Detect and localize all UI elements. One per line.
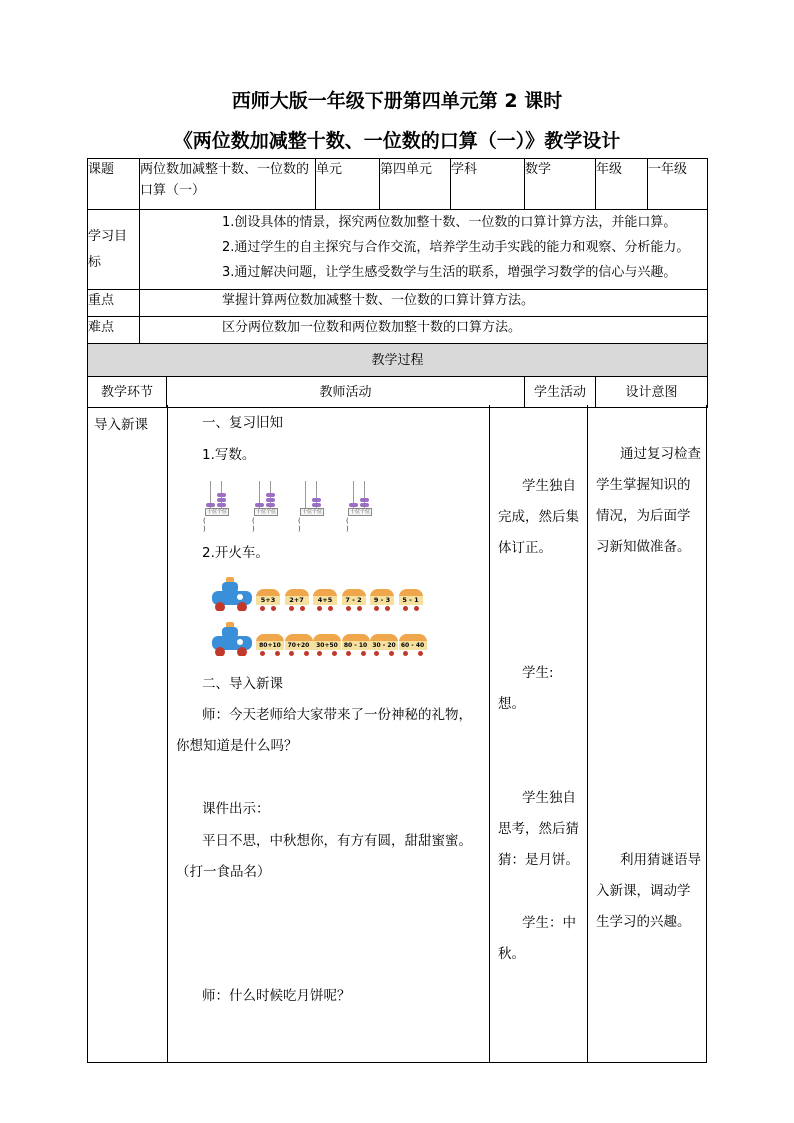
train-car xyxy=(370,634,398,654)
train-car xyxy=(399,589,423,609)
student-activity-4: 学生：中秋。 xyxy=(498,915,576,962)
train-engine-icon xyxy=(210,620,252,656)
unit-value: 第四单元 xyxy=(380,159,451,210)
train-car-expression: 60 - 40 xyxy=(399,641,427,650)
subject-value: 数学 xyxy=(525,159,596,210)
abacus-answer-blank: ( ) xyxy=(252,517,255,533)
train-wheel xyxy=(289,606,294,611)
train-car-expression: 7 - 2 xyxy=(342,596,366,605)
train-wheel xyxy=(260,651,265,656)
train-car xyxy=(256,634,284,654)
design-intent-2: 利用猜谜语导入新课，调动学生学习的兴趣。 xyxy=(596,852,701,930)
student-activity-1: 学生独自完成，然后集体订正。 xyxy=(498,478,579,556)
difficulty-row xyxy=(88,317,708,344)
lesson-plan-table xyxy=(87,158,708,408)
train-wheel xyxy=(275,651,280,656)
teacher-question-1a: 师：今天老师给大家带来了一份神秘的礼物， xyxy=(202,707,472,723)
goals-label: 学习目标 xyxy=(88,210,140,290)
abacus-answer-blank: ( ) xyxy=(298,517,301,533)
item-train-game: 2.开火车。 xyxy=(202,545,269,561)
train-wheel xyxy=(403,651,408,656)
train-engine-icon xyxy=(210,575,252,611)
riddle-hint: （打一食品名） xyxy=(176,864,271,880)
train-wheel xyxy=(317,651,322,656)
goal-item: 3.通过解决问题，让学生感受数学与生活的联系，增强学习数学的信心与兴趣。 xyxy=(222,265,677,280)
train-wheel xyxy=(418,651,423,656)
train-car xyxy=(285,589,309,609)
abacus-bead xyxy=(360,498,369,502)
abacus-bead xyxy=(360,503,369,507)
process-header: 教学过程 xyxy=(88,344,708,377)
topic-label: 课题 xyxy=(88,159,140,210)
train-wheel xyxy=(389,651,394,656)
train-car-expression: 30+50 xyxy=(313,641,341,650)
goals-row xyxy=(88,210,708,290)
item-write-numbers: 1.写数。 xyxy=(202,447,256,463)
abacus-bead xyxy=(349,503,358,507)
train-wheel xyxy=(346,606,351,611)
train-car-expression: 80+10 xyxy=(256,641,284,650)
train-wheel xyxy=(317,606,322,611)
stage-label: 导入新课 xyxy=(94,417,148,433)
riddle-text: 平日不思，中秋想你，有方有圆，甜甜蜜蜜。 xyxy=(202,833,472,849)
process-header-row xyxy=(88,344,708,377)
train-wheel xyxy=(357,606,362,611)
abacus-place-labels: 十位个位 xyxy=(349,509,370,515)
train-wheel xyxy=(361,651,366,656)
train-wheel xyxy=(414,606,419,611)
grade-value: 一年级 xyxy=(648,159,708,210)
difficulty-label: 难点 xyxy=(88,317,140,344)
train-car xyxy=(342,589,366,609)
train-wheel xyxy=(328,606,333,611)
key-point-label: 重点 xyxy=(88,290,140,317)
abacus-bead xyxy=(217,493,226,497)
abacus-rod xyxy=(305,481,306,508)
train-car-expression: 5 - 1 xyxy=(399,596,423,605)
train-car xyxy=(399,634,427,654)
student-activity-3: 学生独自思考，然后猜猜：是月饼。 xyxy=(498,790,579,868)
train-wheel xyxy=(300,606,305,611)
train-wheel xyxy=(374,606,379,611)
document-title: 西师大版一年级下册第四单元第 2 课时 xyxy=(231,90,563,112)
train-wheel xyxy=(260,606,265,611)
teacher-question-1b: 你想知道是什么吗？ xyxy=(176,738,298,754)
train-wheel xyxy=(385,606,390,611)
header-row xyxy=(88,159,708,210)
abacus-place-labels: 十位个位 xyxy=(206,509,227,515)
train-car xyxy=(370,589,394,609)
train-car xyxy=(285,634,313,654)
key-point-value: 掌握计算两位数加减整十数、一位数的口算计算方法。 xyxy=(140,290,708,317)
abacus-place-labels: 十位个位 xyxy=(301,509,322,515)
col-intent: 设计意图 xyxy=(596,377,708,408)
abacus-bead xyxy=(255,503,264,507)
abacus-bead xyxy=(266,498,275,502)
show-label: 课件出示： xyxy=(202,801,270,817)
train-wheel xyxy=(346,651,351,656)
goal-item: 1.创设具体的情景，探究两位数加整十数、一位数的口算计算方法，并能口算。 xyxy=(222,215,677,230)
train-car-expression: 80 - 10 xyxy=(342,641,370,650)
grade-label: 年级 xyxy=(596,159,648,210)
key-point-row xyxy=(88,290,708,317)
train-car-expression: 70+20 xyxy=(285,641,313,650)
abacus-bead xyxy=(312,498,321,502)
col-stage: 教学环节 xyxy=(88,377,167,408)
abacus-bead xyxy=(266,493,275,497)
unit-label: 单元 xyxy=(316,159,380,210)
abacus-bead xyxy=(217,498,226,502)
col-student: 学生活动 xyxy=(525,377,596,408)
abacus-bead xyxy=(206,503,215,507)
abacus-bead xyxy=(217,503,226,507)
section-review-title: 一、复习旧知 xyxy=(202,415,283,431)
train-wheel xyxy=(304,651,309,656)
goal-item: 2.通过学生的自主探究与合作交流，培养学生动手实践的能力和观察、分析能力。 xyxy=(222,240,690,255)
train-car xyxy=(256,589,280,609)
train-car-expression: 5+3 xyxy=(256,596,280,605)
subject-label: 学科 xyxy=(451,159,525,210)
section-intro-title: 二、导入新课 xyxy=(202,676,283,692)
document-subtitle: 《两位数加减整十数、一位数的口算（一）》教学设计 xyxy=(173,130,621,152)
train-car xyxy=(313,589,337,609)
train-car-expression: 9 - 3 xyxy=(370,596,394,605)
design-intent-1: 通过复习检查学生掌握知识的情况，为后面学习新知做准备。 xyxy=(596,446,701,555)
train-wheel xyxy=(403,606,408,611)
abacus-answer-blank: ( ) xyxy=(346,517,349,533)
abacus-bead xyxy=(266,503,275,507)
abacus-place-labels: 十位个位 xyxy=(255,509,276,515)
train-wheel xyxy=(332,651,337,656)
train-car-expression: 2+7 xyxy=(285,596,309,605)
abacus-answer-blank: ( ) xyxy=(203,517,206,533)
train-car xyxy=(313,634,341,654)
student-activity-2: 学生: 想。 xyxy=(498,665,554,712)
difficulty-value: 区分两位数加一位数和两位数加整十数的口算方法。 xyxy=(140,317,708,344)
train-wheel xyxy=(271,606,276,611)
train-car-expression: 4+5 xyxy=(313,596,337,605)
process-body xyxy=(87,405,707,1063)
train-car-expression: 30 - 20 xyxy=(370,641,398,650)
train-car xyxy=(342,634,370,654)
abacus-bead xyxy=(312,503,321,507)
col-teacher: 教师活动 xyxy=(167,377,525,408)
topic-value: 两位数加减整十数、一位数的口算（一） xyxy=(140,159,316,210)
column-header-row xyxy=(88,377,708,408)
train-wheel xyxy=(289,651,294,656)
train-wheel xyxy=(374,651,379,656)
teacher-question-2: 师：什么时候吃月饼呢？ xyxy=(202,988,351,1004)
